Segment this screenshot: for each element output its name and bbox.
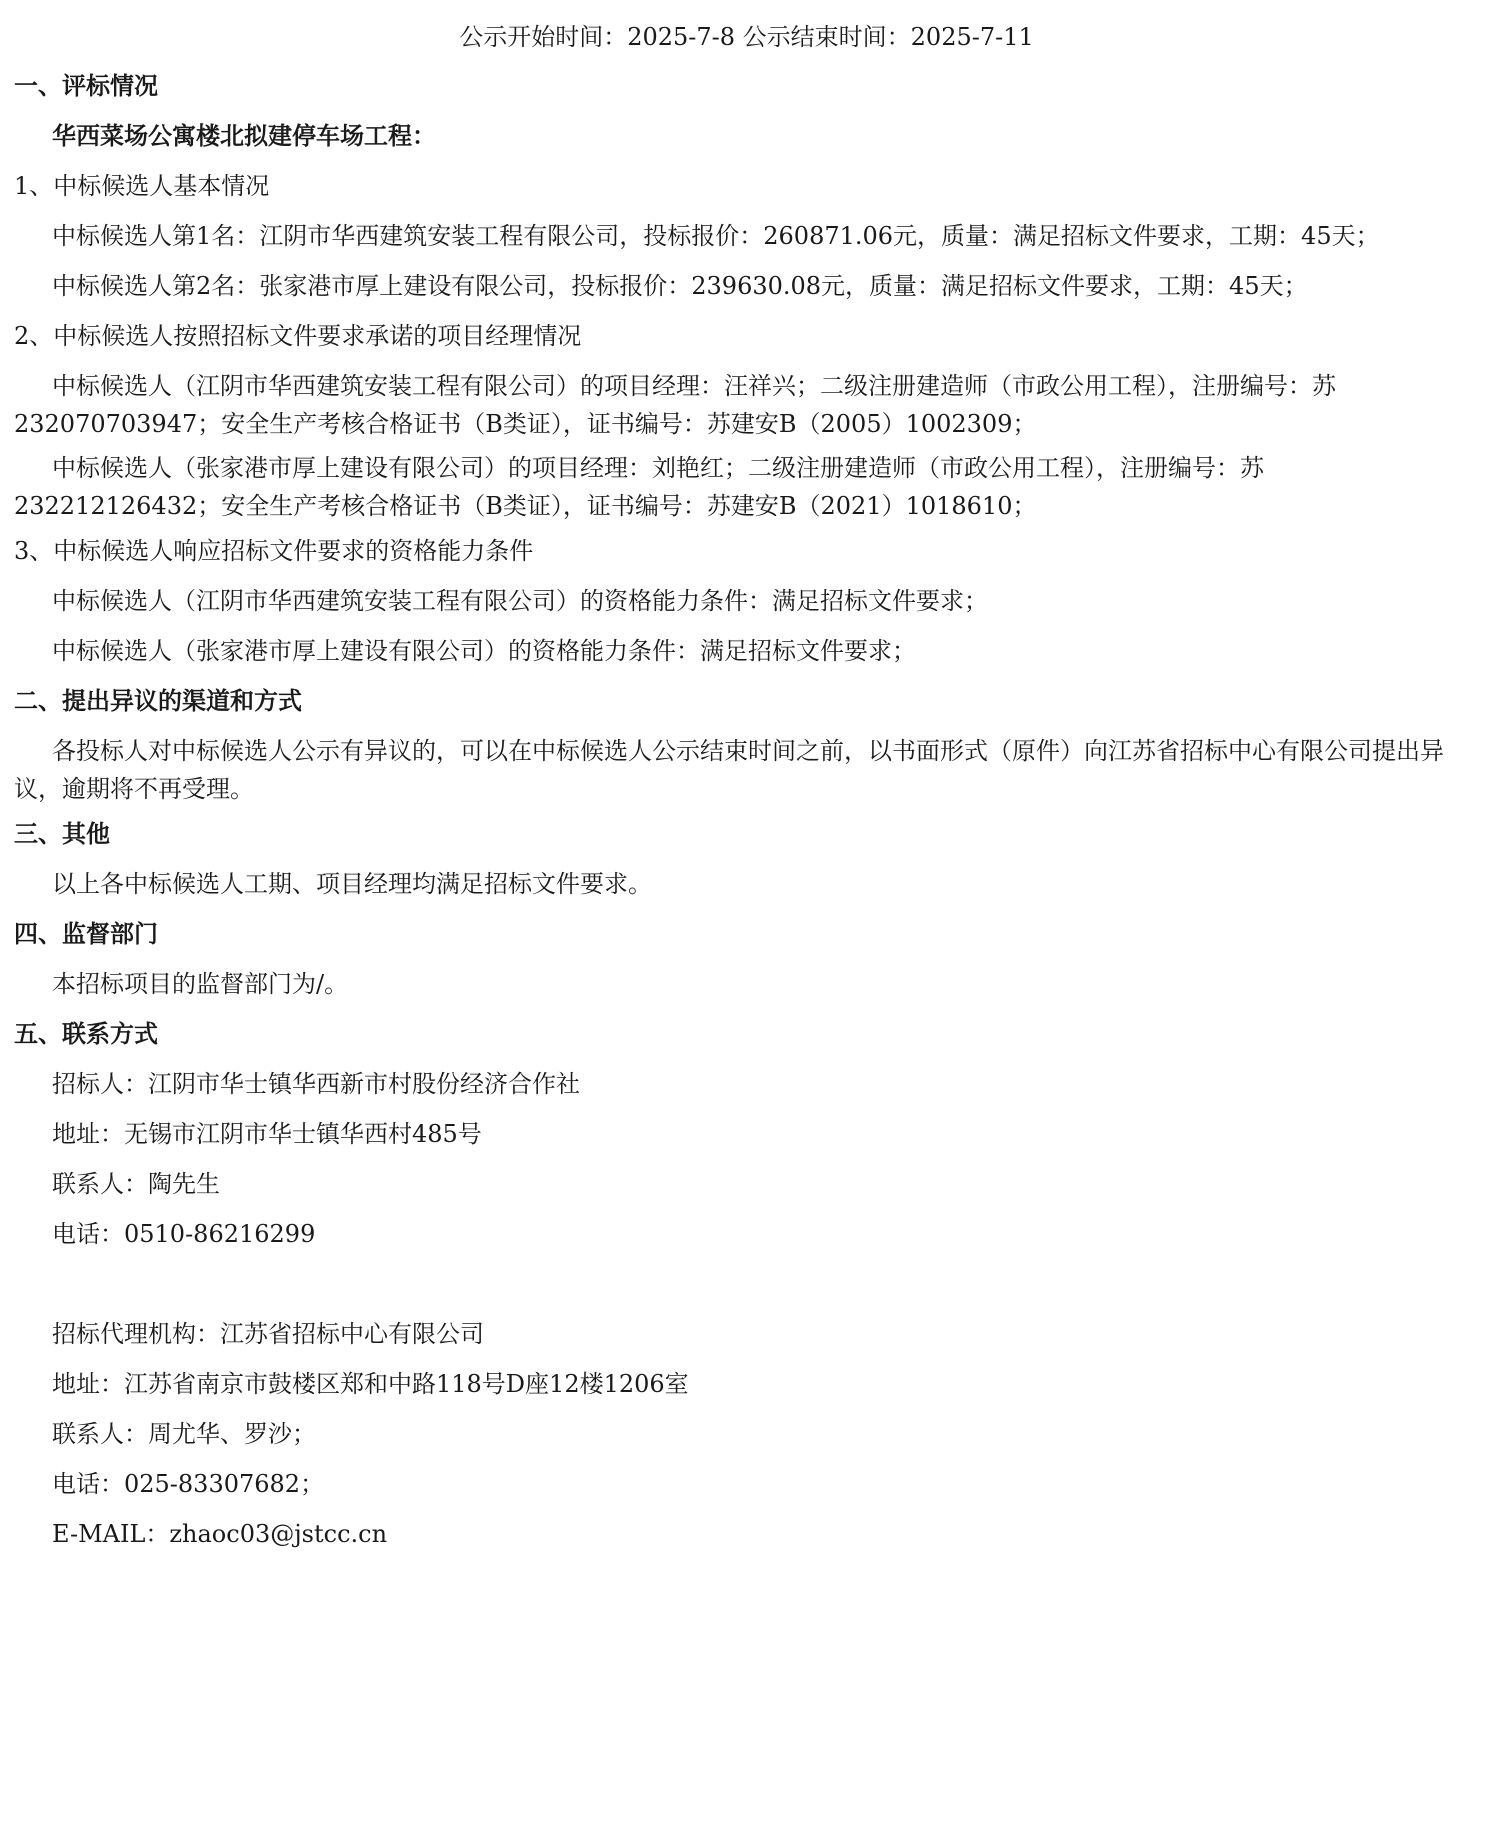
manager-paragraph-2: 中标候选人（张家港市厚上建设有限公司）的项目经理：刘艳红；二级注册建造师（市政公用工程），注册编号：苏232212126432；安全生产考核合格证书（B类证），证书编号：苏建安B（2021）1018610； — [14, 454, 1264, 520]
tenderer-address: 地址：无锡市江阴市华士镇华西村485号 — [52, 1120, 482, 1148]
section-heading-supervision: 四、监督部门 — [14, 919, 158, 948]
section-heading-objection: 二、提出异议的渠道和方式 — [14, 686, 302, 715]
qualification-line-1: 中标候选人（江阴市华西建筑安装工程有限公司）的资格能力条件：满足招标文件要求； — [52, 587, 988, 615]
agency-name: 招标代理机构：江苏省招标中心有限公司 — [52, 1320, 484, 1348]
section-heading-evaluation: 一、评标情况 — [14, 71, 158, 100]
project-name: 华西菜场公寓楼北拟建停车场工程： — [52, 121, 436, 150]
tenderer-name: 招标人：江阴市华士镇华西新市村股份经济合作社 — [52, 1070, 580, 1098]
subsection-heading-managers: 2、中标候选人按照招标文件要求承诺的项目经理情况 — [14, 322, 582, 350]
manager-paragraph-1: 中标候选人（江阴市华西建筑安装工程有限公司）的项目经理：汪祥兴；二级注册建造师（市政公用工程），注册编号：苏232070703947；安全生产考核合格证书（B类证），证书编号：苏建安B（2005）1002309； — [14, 372, 1336, 438]
agency-phone: 电话：025-83307682； — [52, 1470, 325, 1498]
subsection-heading-candidates: 1、中标候选人基本情况 — [14, 172, 270, 200]
candidate-line-2: 中标候选人第2名：张家港市厚上建设有限公司，投标报价：239630.08元，质量：满足招标文件要求，工期：45天； — [52, 272, 1308, 300]
agency-email: E-MAIL：zhaoc03@jstcc.cn — [52, 1520, 388, 1548]
agency-contact: 联系人：周尤华、罗沙； — [52, 1420, 316, 1448]
tenderer-phone: 电话：0510-86216299 — [52, 1220, 316, 1248]
objection-paragraph: 各投标人对中标候选人公示有异议的，可以在中标候选人公示结束时间之前，以书面形式（原件）向江苏省招标中心有限公司提出异议，逾期将不再受理。 — [14, 737, 1444, 803]
notice-period: 公示开始时间：2025-7-8 公示结束时间：2025-7-11 — [459, 23, 1034, 51]
qualification-line-2: 中标候选人（张家港市厚上建设有限公司）的资格能力条件：满足招标文件要求； — [52, 637, 916, 665]
other-text: 以上各中标候选人工期、项目经理均满足招标文件要求。 — [52, 870, 652, 898]
section-heading-other: 三、其他 — [14, 819, 110, 848]
candidate-line-1: 中标候选人第1名：江阴市华西建筑安装工程有限公司，投标报价：260871.06元，质量：满足招标文件要求，工期：45天； — [52, 222, 1380, 250]
agency-address: 地址：江苏省南京市鼓楼区郑和中路118号D座12楼1206室 — [52, 1370, 689, 1398]
subsection-heading-qualifications: 3、中标候选人响应招标文件要求的资格能力条件 — [14, 537, 534, 565]
supervision-text: 本招标项目的监督部门为/。 — [52, 970, 349, 998]
tenderer-contact: 联系人：陶先生 — [52, 1170, 220, 1198]
section-heading-contact: 五、联系方式 — [14, 1019, 158, 1048]
